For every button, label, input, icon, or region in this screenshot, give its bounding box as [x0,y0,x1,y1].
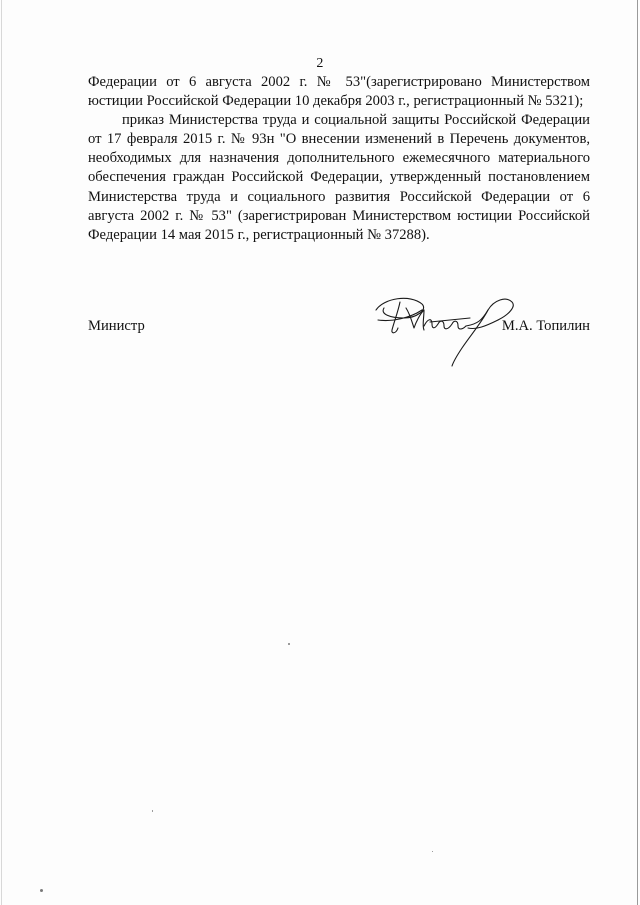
scan-speck [152,810,153,812]
page-right-edge [637,0,638,905]
page-number: 2 [316,56,324,71]
signatory-title: Министр [88,318,145,334]
page-left-edge [1,0,2,905]
signatory-name: М.А. Топилин [501,318,590,334]
document-body [88,73,590,245]
paragraph-order-93n: приказ Министерства труда и социальной защиты Российской Федерации от 17 февраля 2015 г. № 93н "О внесении изменений в Перечень документов, необходимых для назначения дополнительного ежемесячного материального обеспечения граждан Российской Федерации, утвержденный постановлением Министерства труда и социального развития Российской Федерации от 6 августа 2002 г. № 53" (зарегистрирован Министерством юстиции Российской Федерации 14 мая 2015 г., регистрационный № 37288). [88,112,590,243]
paragraph-continuation: Федерации от 6 августа 2002 г. № 53"(зарегистрировано Министерством юстиции Российской Федерации 10 декабря 2003 г., регистрационный № 5321); [88,74,590,110]
signature-block [88,318,590,378]
scan-speck [288,643,290,645]
scan-speck [40,889,43,892]
scan-speck [432,851,433,852]
